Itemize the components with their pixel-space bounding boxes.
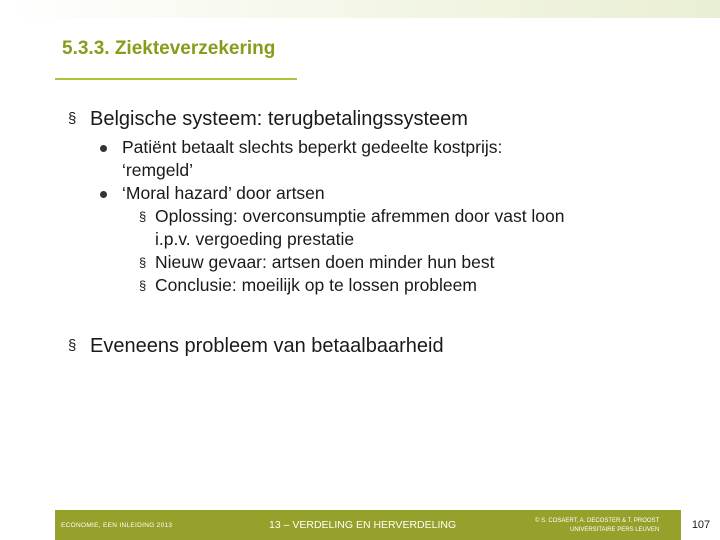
page-number: 107 (682, 510, 720, 540)
footer-copyright (535, 517, 659, 535)
footer-course-title: ECONOMIE, EEN INLEIDING 2013 (61, 522, 173, 529)
top-gradient-band (0, 0, 720, 18)
slide-title: 5.3.3. Ziekteverzekering (62, 38, 276, 59)
square-bullet-icon: § (139, 278, 147, 293)
round-bullet-icon (100, 191, 107, 198)
sub-bullet-text: Patiënt betaalt slechts beperkt gedeelte kostprijs: (122, 137, 503, 157)
bullet-betaalbaarheid (68, 333, 658, 359)
sub-bullet-list (68, 136, 658, 205)
square-bullet-icon: § (139, 209, 147, 224)
sub-sub-bullet-oplossing (68, 205, 658, 251)
sub-sub-bullet-list (68, 205, 658, 297)
square-bullet-icon: § (68, 337, 77, 354)
sub-sub-bullet-conclusie (68, 274, 658, 297)
square-bullet-icon: § (139, 255, 147, 270)
sub-sub-bullet-text: Oplossing: overconsumptie afremmen door vast loon (155, 206, 565, 226)
square-bullet-icon: § (68, 110, 77, 127)
round-bullet-icon (100, 145, 107, 152)
sub-sub-bullet-text: Nieuw gevaar: artsen doen minder hun best (155, 252, 495, 272)
sub-sub-bullet-text: Conclusie: moeilijk op te lossen probleem (155, 275, 477, 295)
title-underline (55, 78, 297, 80)
footer-bar (55, 510, 681, 540)
slide-content (68, 106, 658, 359)
sub-bullet-remgeld (68, 136, 658, 182)
footer-authors: © S. COSAERT, A. DECOSTER & T. PROOST (535, 518, 660, 524)
sub-bullet-text-cont: ‘remgeld’ (122, 160, 193, 180)
bullet-text: Belgische systeem: terugbetalingssysteem (90, 108, 468, 130)
bullet-belgische-systeem (68, 106, 658, 132)
sub-bullet-text: ‘Moral hazard’ door artsen (122, 183, 325, 203)
sub-sub-bullet-text-cont: i.p.v. vergoeding prestatie (155, 229, 355, 249)
bullet-text: Eveneens probleem van betaalbaarheid (90, 335, 444, 357)
sub-bullet-moral-hazard (68, 182, 658, 205)
footer-chapter: 13 – VERDELING EN HERVERDELING (269, 519, 457, 531)
footer-publisher: UNIVERSITAIRE PERS LEUVEN (569, 527, 660, 533)
sub-sub-bullet-nieuw-gevaar (68, 251, 658, 274)
